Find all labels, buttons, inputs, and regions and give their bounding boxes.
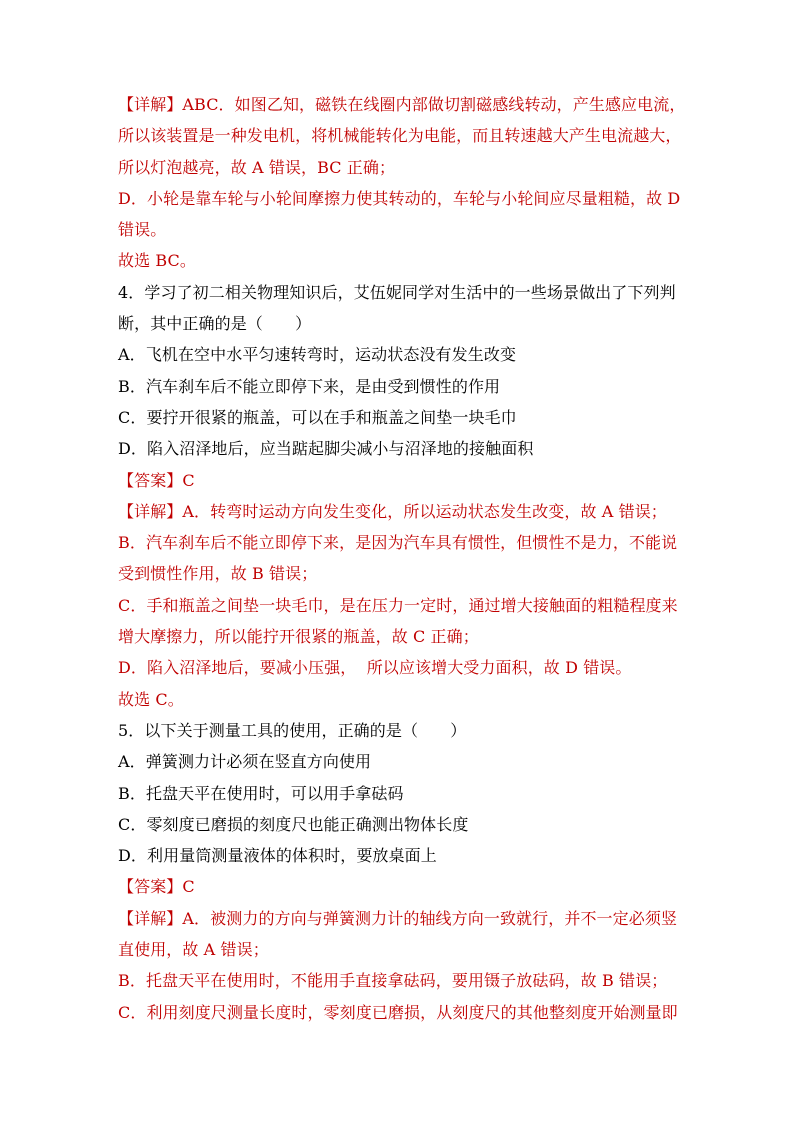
answer-value: C (182, 877, 195, 897)
question-5-option-a: A．弹簧测力计必须在竖直方向使用 (118, 752, 372, 772)
explanation-text: A．转弯时运动方向发生变化，所以运动状态发生改变，故 A 错误； (182, 501, 667, 521)
answer-value: C (182, 470, 195, 490)
question-5-answer (118, 871, 688, 902)
question-4-explanation-line: C．手和瓶盖之间垫一块毛巾，是在压力一定时，通过增大接触面的粗糙程度来 (118, 595, 678, 615)
question-4-stem: 断，其中正确的是（ ） (118, 314, 312, 334)
question-4-explanation-line: 受到惯性作用，故 B 错误； (118, 564, 318, 584)
question-5-option-b: B．托盘天平在使用时，可以用手拿砝码 (118, 783, 404, 803)
question-4-explanation-line: B．汽车刹车后不能立即停下来，是因为汽车具有惯性，但惯性不是力，不能说 (118, 533, 678, 553)
explanation-text: ABC．如图乙知，磁铁在线圈内部做切割磁感线转动，产生感应电流， (182, 95, 686, 114)
answer-label: 【答案】 (118, 877, 183, 897)
question-4-conclusion: 故选 C。 (118, 689, 184, 709)
explanation-line: 错误。 (118, 220, 167, 240)
question-5-explanation-line: 直使用，故 A 错误； (118, 940, 269, 960)
explanation-line (118, 89, 688, 120)
explanation-text: A．被测力的方向与弹簧测力计的轴线方向一致就行，并不一定必须竖 (182, 908, 678, 928)
question-4-explanation-line: D．陷入沼泽地后，要减小压强， 所以应该增大受力面积，故 D 错误。 (118, 658, 632, 678)
explanation-line: 所以该装置是一种发电机，将机械能转化为电能，而且转速越大产生电流越大， (118, 126, 682, 146)
explanation-line: 所以灯泡越亮，故 A 错误，BC 正确； (118, 157, 396, 177)
explanation-label: 【详解】 (118, 501, 183, 521)
question-5-explanation-line: C．利用刻度尺测量长度时，零刻度已磨损，从刻度尺的其他整刻度开始测量即 (118, 1002, 678, 1022)
question-4-explanation-line: 增大摩擦力，所以能拧开很紧的瓶盖，故 C 正确； (118, 627, 479, 647)
question-4-option-d: D．陷入沼泽地后，应当踮起脚尖减小与沼泽地的接触面积 (118, 439, 534, 459)
explanation-conclusion: 故选 BC。 (118, 251, 196, 271)
question-4-option-a: A．飞机在空中水平匀速转弯时，运动状态没有发生改变 (118, 345, 517, 365)
question-4-explanation-line (118, 496, 688, 527)
question-4-stem: 4．学习了初二相关物理知识后，艾伍妮同学对生活中的一些场景做出了下列判 (118, 282, 676, 302)
question-5-option-d: D．利用量筒测量液体的体积时，要放桌面上 (118, 846, 437, 866)
question-5-explanation-line (118, 903, 688, 934)
explanation-line: D．小轮是靠车轮与小轮间摩擦力使其转动的，车轮与小轮间应尽量粗糙，故 D (118, 188, 681, 208)
question-5-explanation-line: B．托盘天平在使用时，不能用手直接拿砝码，要用镊子放砝码，故 B 错误； (118, 971, 668, 991)
question-4-option-c: C．要拧开很紧的瓶盖，可以在手和瓶盖之间垫一块毛巾 (118, 407, 517, 427)
question-5-option-c: C．零刻度已磨损的刻度尺也能正确测出物体长度 (118, 814, 469, 834)
answer-label: 【答案】 (118, 470, 183, 490)
question-4-answer (118, 465, 688, 496)
question-5-stem: 5．以下关于测量工具的使用，正确的是（ ） (118, 720, 467, 740)
explanation-label: 【详解】 (118, 95, 183, 114)
explanation-label: 【详解】 (118, 908, 183, 928)
page-content (118, 89, 688, 1028)
question-4-option-b: B．汽车刹车后不能立即停下来，是由受到惯性的作用 (118, 376, 501, 396)
